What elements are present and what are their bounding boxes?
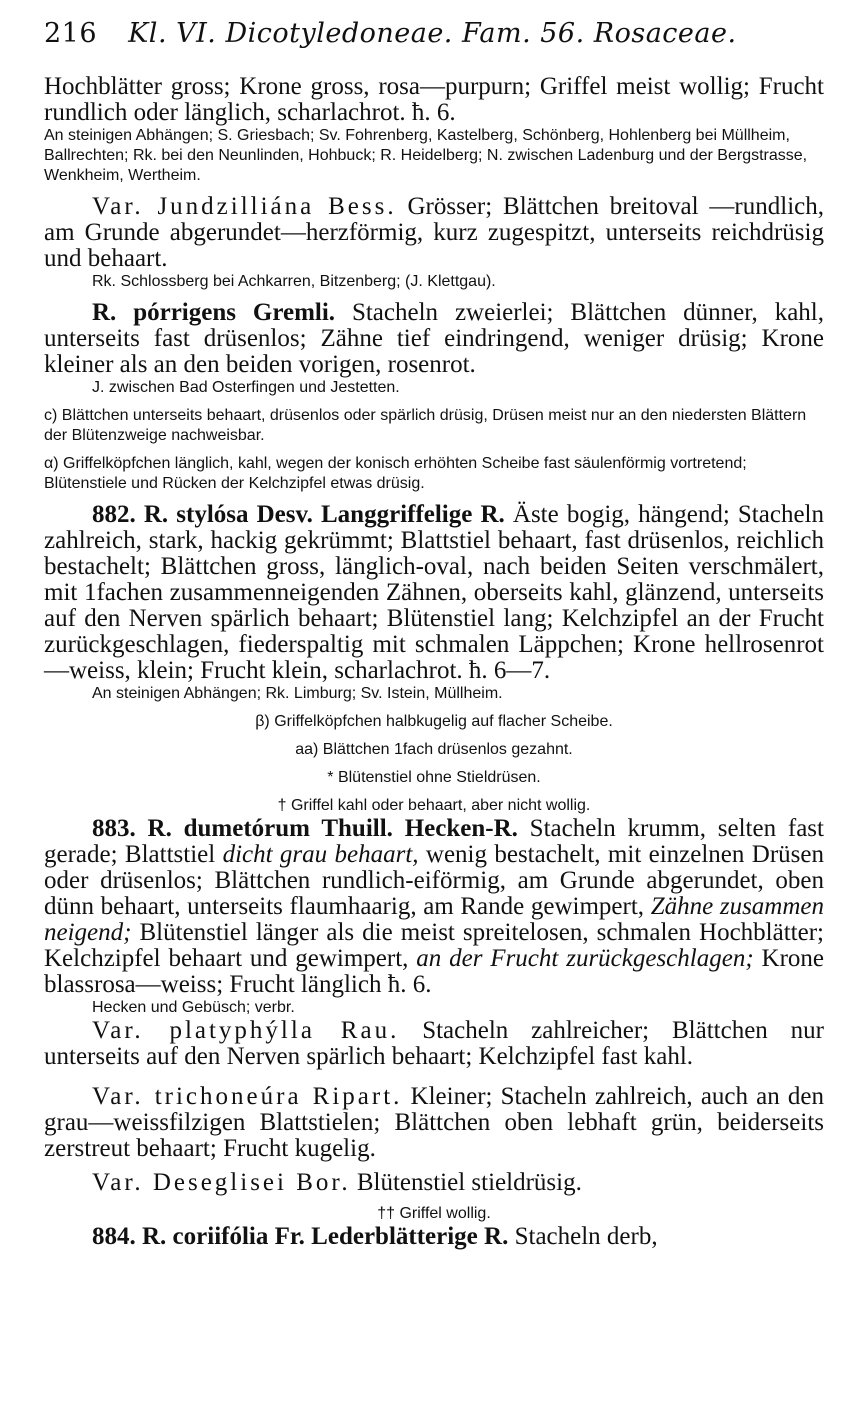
variety-name: Var. Deseglisei Bor. <box>92 1169 351 1196</box>
variety-name: Var. Jundzilliána Bess. <box>92 193 397 220</box>
paragraph-description: Hochblätter gross; Krone gross, rosa—purpurn; Griffel meist wollig; Frucht rundlich oder länglich, scharlachrot. ħ. 6. <box>44 73 824 126</box>
book-page <box>44 18 824 1250</box>
variety-deseglisei <box>44 1170 824 1196</box>
species-text: Stacheln derb, <box>508 1223 658 1250</box>
variety-name: Var. platyphýlla Rau. <box>92 1017 400 1044</box>
species-884 <box>44 1224 824 1250</box>
variety-platyphylla <box>44 1018 824 1070</box>
key-aa: aa) Blättchen 1fach drüsenlos gezahnt. <box>295 741 573 758</box>
locality-note: An steinigen Abhängen; S. Griesbach; Sv. Fohrenberg, Kastelberg, Schönberg, Hohlenberg bei Müllheim, Ballrechten; Rk. bei den Neunlinden, Hohbuck; R. Heidelberg; N. zwischen Ladenburg und der Bergstrasse, Wenkheim, Wertheim. <box>44 127 808 184</box>
key-alpha: α) Griffelköpfchen länglich, kahl, wegen der konisch erhöhten Scheibe fast säulenförmig vortretend; Blütenstiele und Rücken der Kelchzipfel etwas drüsig. <box>44 455 747 492</box>
locality-note: Rk. Schlossberg bei Achkarren, Bitzenberg; (J. Klettgau). <box>92 273 496 290</box>
key-beta: β) Griffelköpfchen halbkugelig auf flacher Scheibe. <box>255 713 613 730</box>
locality-note: An steinigen Abhängen; Rk. Limburg; Sv. Istein, Müllheim. <box>92 685 503 702</box>
running-title: Kl. VI. Dicotyledoneae. Fam. 56. Rosaceae. <box>128 18 737 49</box>
key-double-dagger: †† Griffel wollig. <box>377 1205 491 1222</box>
page-number: 216 <box>44 18 98 49</box>
variety-text: Stacheln zahlreicher; Blättchen nur unterseits auf den Nerven spärlich behaart; Kelchzipfel fast kahl. <box>44 1017 824 1070</box>
species-heading: 882. R. stylósa Desv. Langgriffelige R. <box>92 501 505 528</box>
species-883: 883. R. dumetórum Thuill. Hecken-R. Stacheln krumm, selten fast gerade; Blattstiel dicht grau behaart, wenig bestachelt, mit einzelnen Drüsen oder drüsenlos; Blättchen rundlich-eiförmig, am Grunde abgerundet, oben dünn behaart, unterseits flaumhaarig, am Rande gewimpert, Zähne zusammen neigend; Blütenstiel länger als die meist spreitelosen, schmalen Hochblätter; Kelchzipfel behaart und gewimpert, an der Frucht zurückgeschlagen; Krone blassrosa—weiss; Frucht länglich ħ. 6. <box>44 815 825 998</box>
species-882 <box>44 502 824 684</box>
variety-text: Grösser; Blättchen breitoval —rundlich, am Grunde abgerundet—herzförmig, kurz zugespitzt, unterseits reichdrüsig und behaart. <box>44 193 824 272</box>
species-name: R. pórrigens Gremli. <box>92 299 336 326</box>
locality-note: Hecken und Gebüsch; verbr. <box>92 999 295 1016</box>
key-c: c) Blättchen unterseits behaart, drüsenlos oder spärlich drüsig, Drüsen meist nur an den niedersten Blättern der Blütenzweige nachweisbar. <box>44 407 807 444</box>
key-dagger: † Griffel kahl oder behaart, aber nicht wollig. <box>277 797 591 814</box>
running-header <box>44 18 824 74</box>
locality-note: J. zwischen Bad Osterfingen und Jestetten. <box>92 379 400 396</box>
variety-name: Var. trichoneúra Ripart. <box>92 1083 403 1110</box>
variety-text: Blütenstiel stieldrüsig. <box>350 1169 582 1196</box>
variety-trichoneura <box>44 1084 824 1162</box>
species-heading: 883. R. dumetórum Thuill. Hecken-R. <box>92 815 518 842</box>
key-star: * Blütenstiel ohne Stieldrüsen. <box>327 769 541 786</box>
species-heading: 884. R. coriifólia Fr. Lederblätterige R. <box>92 1223 509 1250</box>
species-text: Äste bogig, hängend; Stacheln zahlreich, stark, hackig gekrümmt; Blattstiel behaart, fast drüsenlos, reichlich bestachelt; Blättchen gross, länglich-oval, nach beiden Seiten verschmälert, mit 1fachen zusammenneigenden Zähnen, oberseits kahl, glänzend, unterseits auf den Nerven spärlich behaart; Blütenstiel lang; Kelchzipfel an der Frucht zurückgeschlagen, fiederspaltig mit schmalen Läppchen; Krone hellrosenrot—weiss, klein; Frucht klein, scharlachrot. ħ. 6—7. <box>44 501 824 684</box>
variety-jundzilliana <box>44 194 824 272</box>
variety-text: Kleiner; Stacheln zahlreich, auch an den grau—weissfilzigen Blattstielen; Blättchen oben lebhaft grün, beiderseits zerstreut behaart; Frucht kugelig. <box>44 1083 824 1162</box>
species-porrigens <box>44 300 824 378</box>
species-text: Stacheln zweierlei; Blättchen dünner, kahl, unterseits fast drüsenlos; Zähne tief eindringend, weniger drüsig; Krone kleiner als an den beiden vorigen, rosenrot. <box>44 299 824 378</box>
